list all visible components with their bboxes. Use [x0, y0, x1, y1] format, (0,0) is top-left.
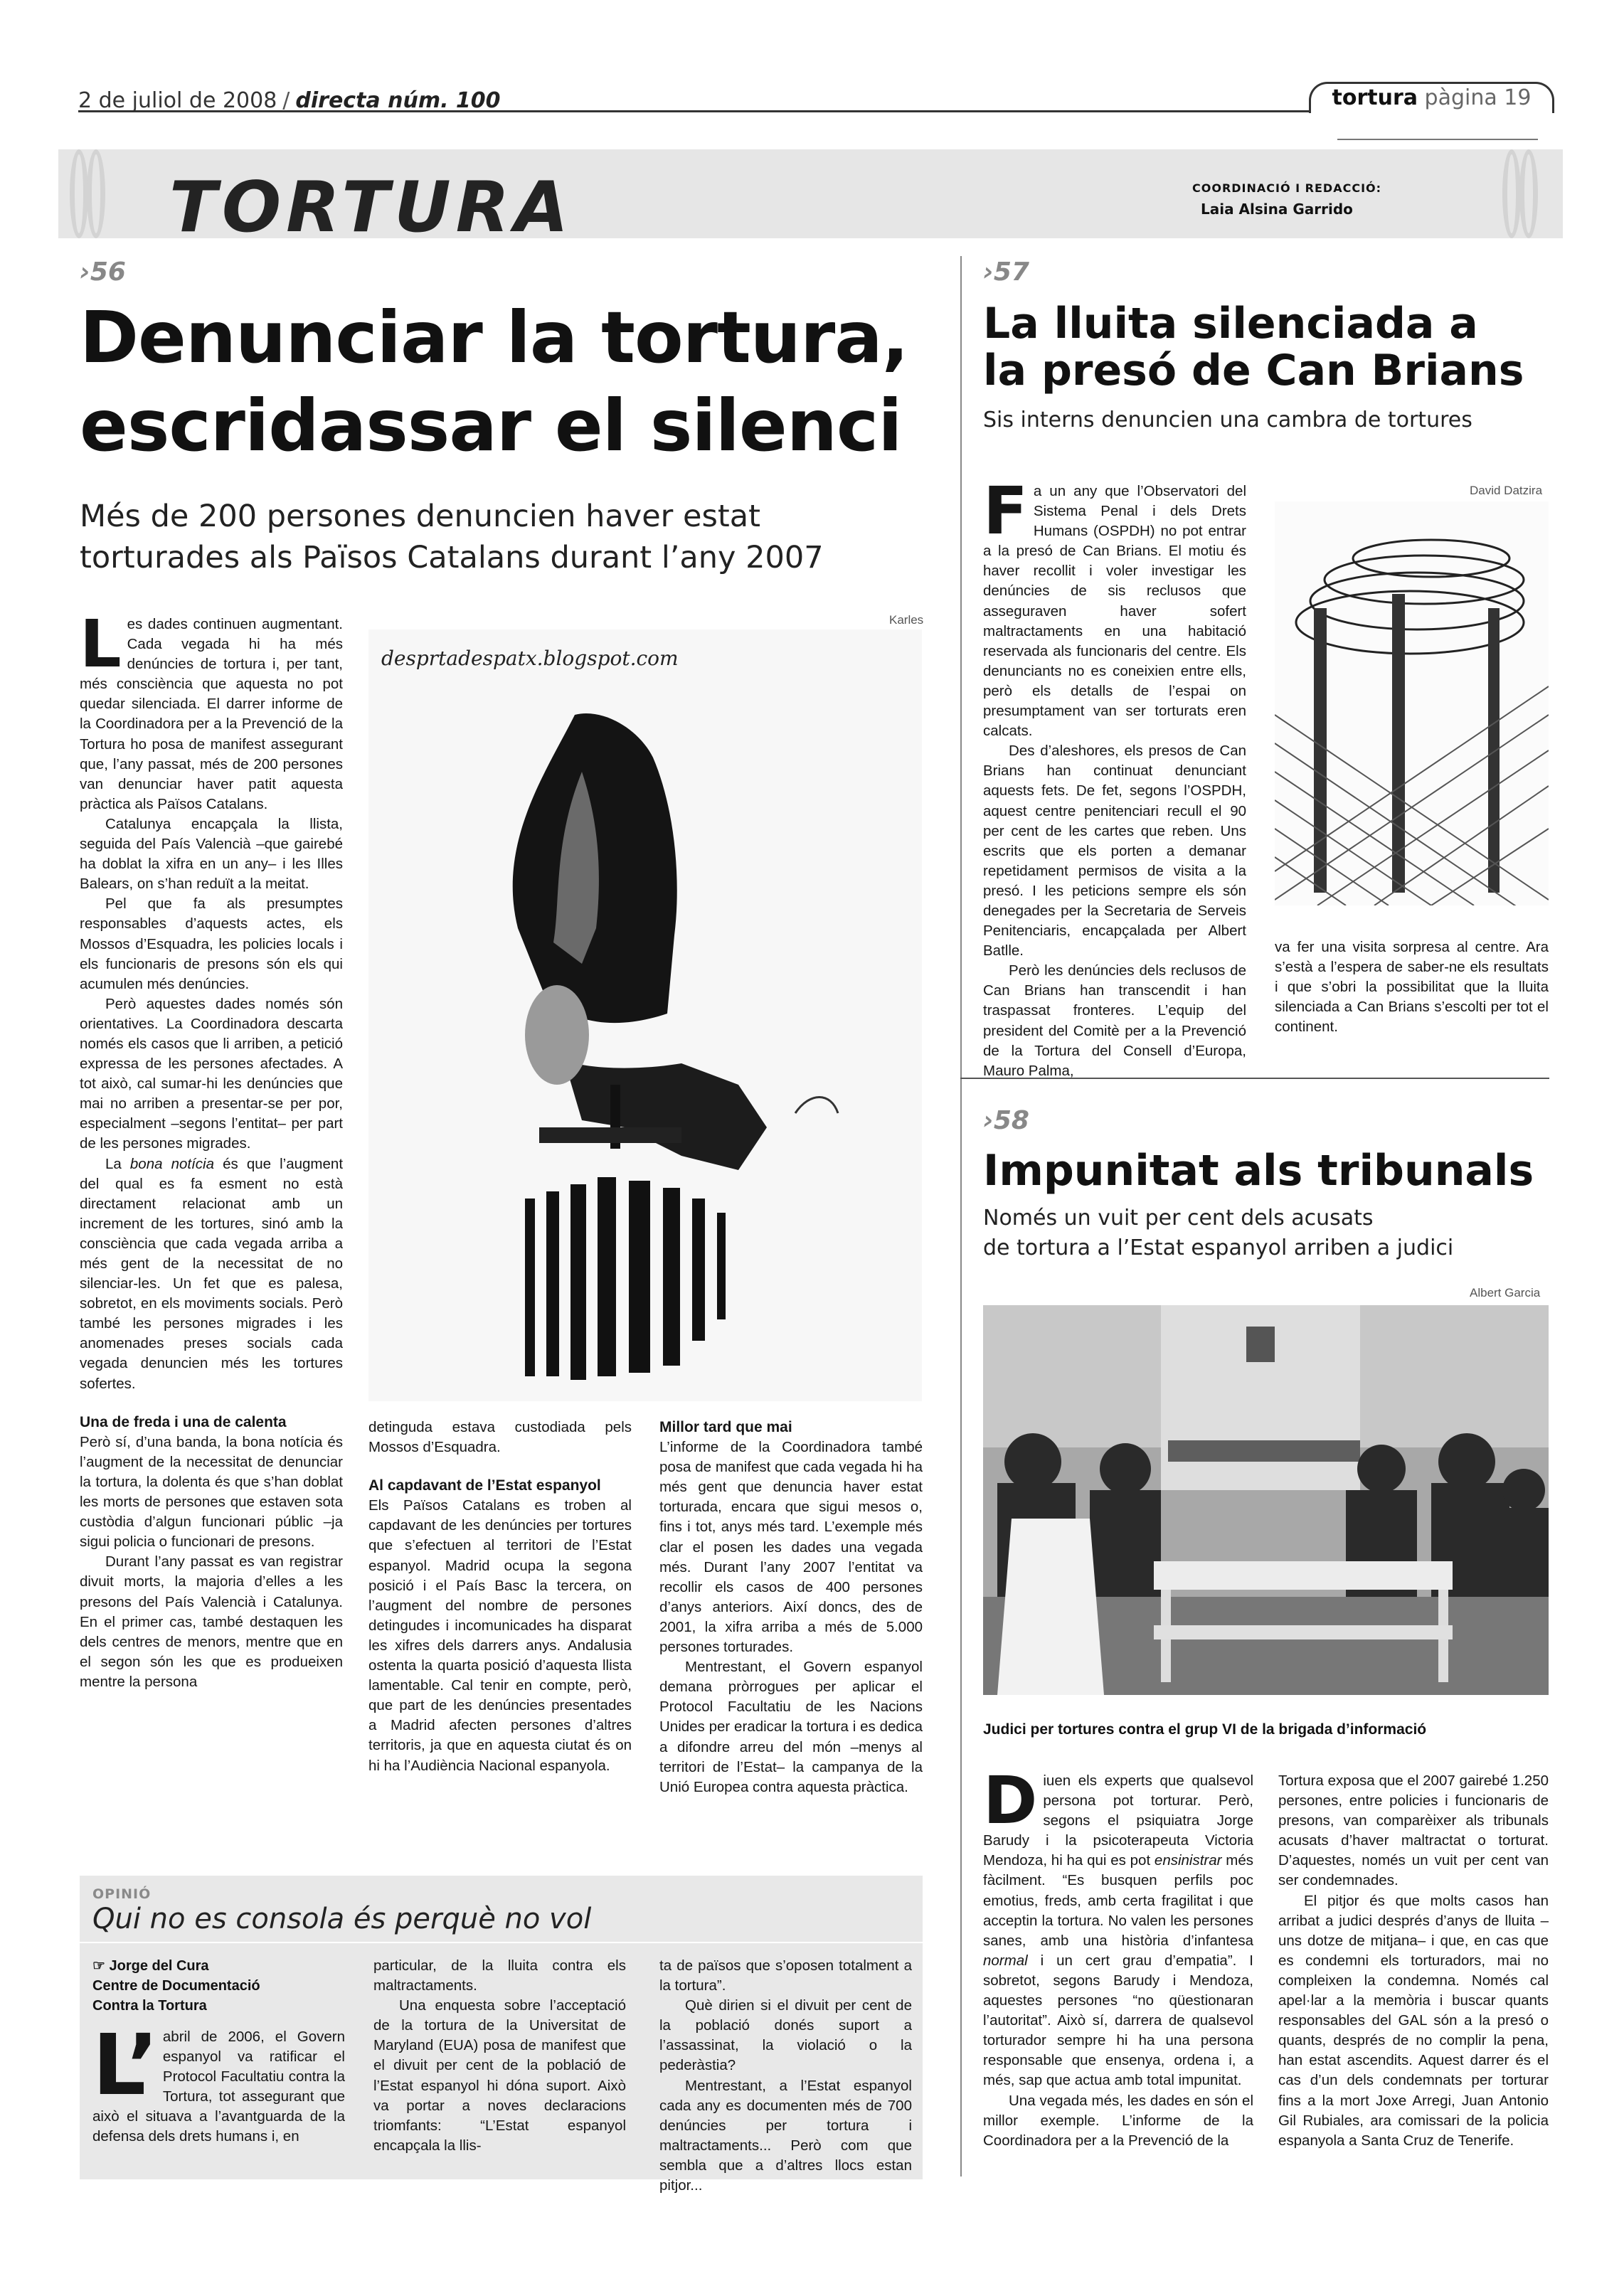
article-56-headline — [80, 294, 933, 470]
page-number: pàgina 19 — [1424, 85, 1532, 110]
courtroom-svg — [983, 1305, 1549, 1695]
subtitle-line-1: Només un vuit per cent dels acusats — [983, 1206, 1374, 1231]
article-57-column-1 — [983, 473, 1246, 1079]
emphasis: normal — [983, 1952, 1028, 1969]
opinion-column-2 — [373, 1956, 626, 2177]
opinion-title: Qui no es consola és perquè no vol — [92, 1903, 592, 1935]
paragraph: Mentrestant, el Govern espanyol demana pròrrogues per aplicar el Protocol Facultatiu de les Nacions Unides per eradicar la tortura i es dedica a difondre arreu del món –menys al territori de l’Estat– la campanya de la Unió Europea contra aquesta pràctica. — [659, 1659, 923, 1795]
right-bracket-decoration-2 — [1519, 149, 1538, 238]
author-org-2: Contra la Tortura — [92, 1998, 207, 2014]
prison-fence-photo — [1275, 501, 1549, 905]
article-number-56: ›56 — [80, 257, 126, 287]
opinion-rule — [80, 1942, 923, 1943]
page-tab — [1309, 82, 1554, 113]
drop-cap — [92, 2016, 159, 2114]
article-number-58: ›58 — [983, 1106, 1029, 1135]
article-58-column-1 — [983, 1763, 1253, 2184]
paragraph: Una vegada més, les dades en són el millor exemple. L’informe de la Coordinadora per a la Prevenció de la — [983, 2092, 1253, 2149]
article-58-column-2 — [1278, 1771, 1549, 2184]
subheading: Una de freda i una de calenta — [80, 1413, 287, 1430]
drop-cap: F — [983, 473, 1028, 549]
paragraph — [92, 2016, 345, 2147]
left-bracket-decoration-2 — [87, 149, 105, 238]
article-56-subtitle — [80, 496, 933, 578]
photo-credit: Karles — [889, 613, 924, 627]
article-number-57: ›57 — [983, 257, 1029, 287]
subheading: Al capdavant de l’Estat espanyol — [368, 1477, 601, 1494]
paragraph: Durant l’any passat es van registrar divuit morts, la majoria d’elles a les presons del País Valencià i Catalunya. En el primer cas, també destaquen les dels centres de menors, mentre que en el segon són les que es produeixen mentre la persona — [80, 1553, 343, 1690]
paragraph: Des d’aleshores, els presos de Can Brians han continuat denunciant aquests fets. De fet, segons l’OSPDH, aquest centre penitenciari recull el 90 per cent de les cartes que reben. Uns escrits que els porten a demanar repetidament permisos de visita a la presó. I les peticions sempre els són denegades per la Secretaria de Serveis Penitenciaris, encapçalada per Albert Batlle. — [983, 743, 1246, 960]
author-name: ☞ Jorge del Cura — [92, 1958, 209, 1974]
headline-line-1: La lluita silenciada a — [983, 299, 1478, 349]
paragraph: Catalunya encapçala la llista, seguida del País Valencià –que gairebé ha doblat la xifra en un any– i les Illes Balears, on s’han reduït a la meitat. — [80, 815, 343, 893]
article-58-headline: Impunitat als tribunals — [983, 1146, 1534, 1196]
paragraph: El pitjor és que molts casos han arribat a judici després d’anys de lluita –uns dotze de mitjana– i que, en cas que es condemni els torturadors, mai no compleixen la condemna. Només cal apel·lar a la memòria i buscar quants responsables del GAL són a la presó o quants, després de no complir la pena, han estat ascendits. Aquest darrer és el cas d’un dels condemnats per torturar fins a la mort Joxe Arregi, Juan Antonio Gil Rubiales, ara comissari de la policia espanyola a Santa Cruz de Tenerife. — [1278, 1892, 1549, 2149]
torture-illustration — [368, 629, 922, 1401]
drop-cap-letter: L — [92, 2016, 127, 2114]
headline-line-1: Denunciar la tortura, — [80, 296, 908, 379]
paragraph — [80, 606, 343, 814]
article-divider — [960, 1078, 1549, 1079]
paragraph: Però sí, d’una banda, la bona notícia és l’augment de la necessitat de denunciar la tortura, la dolenta és que s’han doblat les morts de persones que estaven sota custòdia d’algun funcionari públic –ja sigui policia o funcionari de presons. — [80, 1433, 343, 1551]
paragraph: detinguda estava custodiada pels Mossos d’Esquadra. — [368, 1419, 632, 1456]
paragraph: Els Països Catalans es troben al capdavant de les denúncies per tortures que s’efectuen al territori de l’Estat espanyol. Madrid ocupa la segona posició i el País Basc la tercera, on l’augment del nombre de persones detingudes i incomunicades ha disparat les xifres dels darrers anys. Andalusia ostenta la quarta posició d’aquesta llista lamentable. Cal tenir en compte, però, que part de les denúncies presentades a Madrid afecten persones d’altres territoris, ja que en aquesta ciutat és on hi ha l’Audiència Nacional espanyola. — [368, 1497, 632, 1774]
text-run: i un cert grau d’empatia”. I sobretot, segons Barudy i Mendoza, aquestes persones “no qüestionaran l’autoritat”. Això sí, darrera de qualsevol torturador sempre hi ha una persona responsable que ensenya, ordena i, a més, sap que actua amb total impunitat. — [983, 1952, 1253, 2089]
paragraph-text: es dades continuen augmentant. Cada vegada hi ha més denúncies de tortura i, per tant, més consciència que aquesta no pot quedar silenciada. El darrer informe de la Coordinadora per a la Prevenció de la Tortura ho posa de manifest assegurant que, l’any passat, més de 200 persones van denunciar haver patit aquesta pràctica als Països Catalans. — [80, 616, 343, 812]
paragraph: Tortura exposa que el 2007 gairebé 1.250 persones, entre policies i funcionaris de presons, van comparèixer als tribunals acusats d’haver maltractat o torturat. D’aquestes, només un vuit per cent van ser condemnades. — [1278, 1773, 1549, 1889]
paragraph: Què dirien si el divuit per cent de la població donés suport a l’assassinat, la violació o la pederàstia? — [659, 1997, 912, 2074]
article-57-subtitle: Sis interns denuncien una cambra de tortures — [983, 408, 1472, 432]
courtroom-photo — [983, 1305, 1549, 1695]
article-58-subtitle — [983, 1203, 1552, 1263]
coordination-name: Laia Alsina Garrido — [1201, 201, 1353, 218]
paragraph-text: a un any que l’Observatori del Sistema Penal i dels Drets Humans (OSPDH) no pot entrar a la presó de Can Brians. El motiu és haver recollit i voler investigar les denúncies de sis reclusos que asseguraven haver sofert maltractaments en una habitació reservada als funcionaris del centre. Els denunciants no es coneixien entre ells, però els detalls de l’espai on presumptament van ser torturats eren calcats. — [983, 483, 1246, 740]
paragraph: va fer una visita sorpresa al centre. Ara s’està a l’espera de saber-ne els resultats i que s’obri la possibilitat que la lluita silenciada a Can Brians s’escolti per tot el continent. — [1275, 939, 1549, 1036]
paragraph — [983, 1763, 1253, 2091]
illustration-svg — [368, 629, 922, 1401]
article-56-column-2 — [368, 1418, 632, 1830]
text-run: La — [105, 1155, 130, 1172]
coordination-label: COORDINACIÓ I REDACCIÓ: — [1192, 181, 1382, 195]
opinion-column-1 — [92, 2016, 345, 2177]
author-org-1: Centre de Documentació — [92, 1978, 260, 1994]
article-56-column-3 — [659, 1418, 923, 1830]
text-run: més fàcilment. “Es busquen perfils poc emotius, freds, amb certa fragilitat i que acceptin la tortura. No valen les persones sanes, amb una història d’infantesa — [983, 1852, 1253, 1949]
photo-credit: Albert Garcia — [1470, 1286, 1541, 1300]
emphasis: bona notícia — [129, 1155, 214, 1172]
paragraph: ta de països que s’oposen totalment a la tortura”. — [659, 1957, 912, 1994]
drop-cap: D — [983, 1763, 1038, 1839]
column-divider — [960, 256, 962, 2177]
page-tab-rule — [1337, 139, 1538, 140]
subtitle-line-2: torturades als Països Catalans durant l’any 2007 — [80, 540, 824, 575]
drop-cap-apostrophe: ’ — [127, 2016, 159, 2114]
issue-number: directa núm. 100 — [295, 88, 501, 113]
opinion-author — [92, 1956, 260, 2016]
date-slash: / — [282, 88, 290, 113]
emphasis: ensinistrar — [1154, 1852, 1222, 1869]
article-57-column-2 — [1275, 937, 1549, 1058]
article-57-headline — [983, 300, 1552, 394]
paragraph-text: abril de 2006, el Govern espanyol va ratificar el Protocol Facultatiu contra la Tortura, tot assegurant que això el situava a l’avantguarda de la defensa dels drets humans i, en — [92, 2029, 345, 2145]
headline-line-2: la presó de Can Brians — [983, 346, 1524, 395]
photo-caption: Judici per tortures contra el grup VI de la brigada d’informació — [983, 1721, 1427, 1738]
paragraph: Pel que fa als presumptes responsables d’aquests actes, els Mossos d’Esquadra, les policies locals i els funcionaris de presons són els qui acumulen més denúncies. — [80, 895, 343, 992]
photo-credit: David Datzira — [1470, 484, 1543, 497]
page-tab-section: tortura — [1332, 85, 1418, 110]
paragraph — [983, 473, 1246, 741]
drop-cap: L — [80, 606, 122, 682]
issue-date-line — [78, 88, 501, 113]
paragraph: Però aquestes dades només són orientatives. La Coordinadora descarta només els casos que li arriben, a petició expressa de les persones afectades. A tot això, cal sumar-hi les denúncies que mai no arriben a presentar-se per por, especialment –segons l’entitat– per part de les persones migrades. — [80, 995, 343, 1152]
subtitle-line-2: de tortura a l’Estat espanyol arriben a judici — [983, 1235, 1454, 1260]
text-run: és que l’augment del qual es fa esment no està directament relacionat amb un increment de les tortures, sinó amb la consciència que cada vegada arriba a més gent de la necessitat de no silenciar-les. Un fet que es palesa, sobretot, en els moviments socials. Però també les persones migrades i les anomenades preses socials cada vegada denuncien més les tortures sofertes. — [80, 1155, 344, 1392]
right-bracket-decoration — [1502, 149, 1521, 238]
subtitle-line-1: Més de 200 persones denuncien haver estat — [80, 499, 760, 534]
paragraph: Una enquesta sobre l’acceptació de la tortura de la Universitat de Maryland (EUA) posa de manifest que el divuit per cent de la població de l’Estat espanyol hi dóna suport. Això va portar a noves declaracions triomfants: “L’Estat espanyol encapçala la llis- — [373, 1997, 626, 2154]
text-run: iuen els experts que qualsevol persona pot torturar. Però, segons el psiquiatra Jorge Barudy i la psicoterapeuta Victoria Mendoza, hi ha qui es pot — [983, 1773, 1253, 1869]
paragraph: particular, de la lluita contra els maltractaments. — [373, 1957, 626, 1994]
paragraph: Mentrestant, a l’Estat espanyol cada any es documenten més de 700 denúncies per tortura i maltractaments... Però com que sembla que a d’altres llocs estan pitjor... — [659, 2077, 912, 2194]
section-title: TORTURA — [169, 167, 573, 248]
issue-date: 2 de juliol de 2008 — [78, 88, 277, 113]
opinion-column-3 — [659, 1956, 912, 2194]
paragraph — [80, 1154, 343, 1394]
prison-fence-svg — [1275, 501, 1549, 905]
illustration-url: desprtadespatx.blogspot.com — [381, 647, 679, 670]
paragraph: Però les denúncies dels reclusos de Can Brians han transcendit i han traspassat fronteres. L’equip del president del Comitè per a la Prevenció de la Tortura del Consell d’Europa, Mauro Palma, — [983, 962, 1246, 1079]
headline-line-2: escridassar el silenci — [80, 384, 902, 467]
article-56-column-1 — [80, 606, 344, 1845]
paragraph: L’informe de la Coordinadora també posa de manifest que cada vegada hi ha més gent que denuncia haver estat torturada, encara que sigui mesos o, fins i tot, anys més tard. L’exemple més clar el posen les dades una vegada més. Durant l’any 2007 l’entitat va recollir els casos de 400 persones d’anys anteriors. Així doncs, des de 2001, la xifra arriba a més de 5.000 persones torturades. — [659, 1439, 923, 1656]
left-bracket-decoration — [70, 149, 88, 238]
subheading: Millor tard que mai — [659, 1419, 792, 1435]
opinion-label: OPINIÓ — [92, 1886, 152, 1902]
